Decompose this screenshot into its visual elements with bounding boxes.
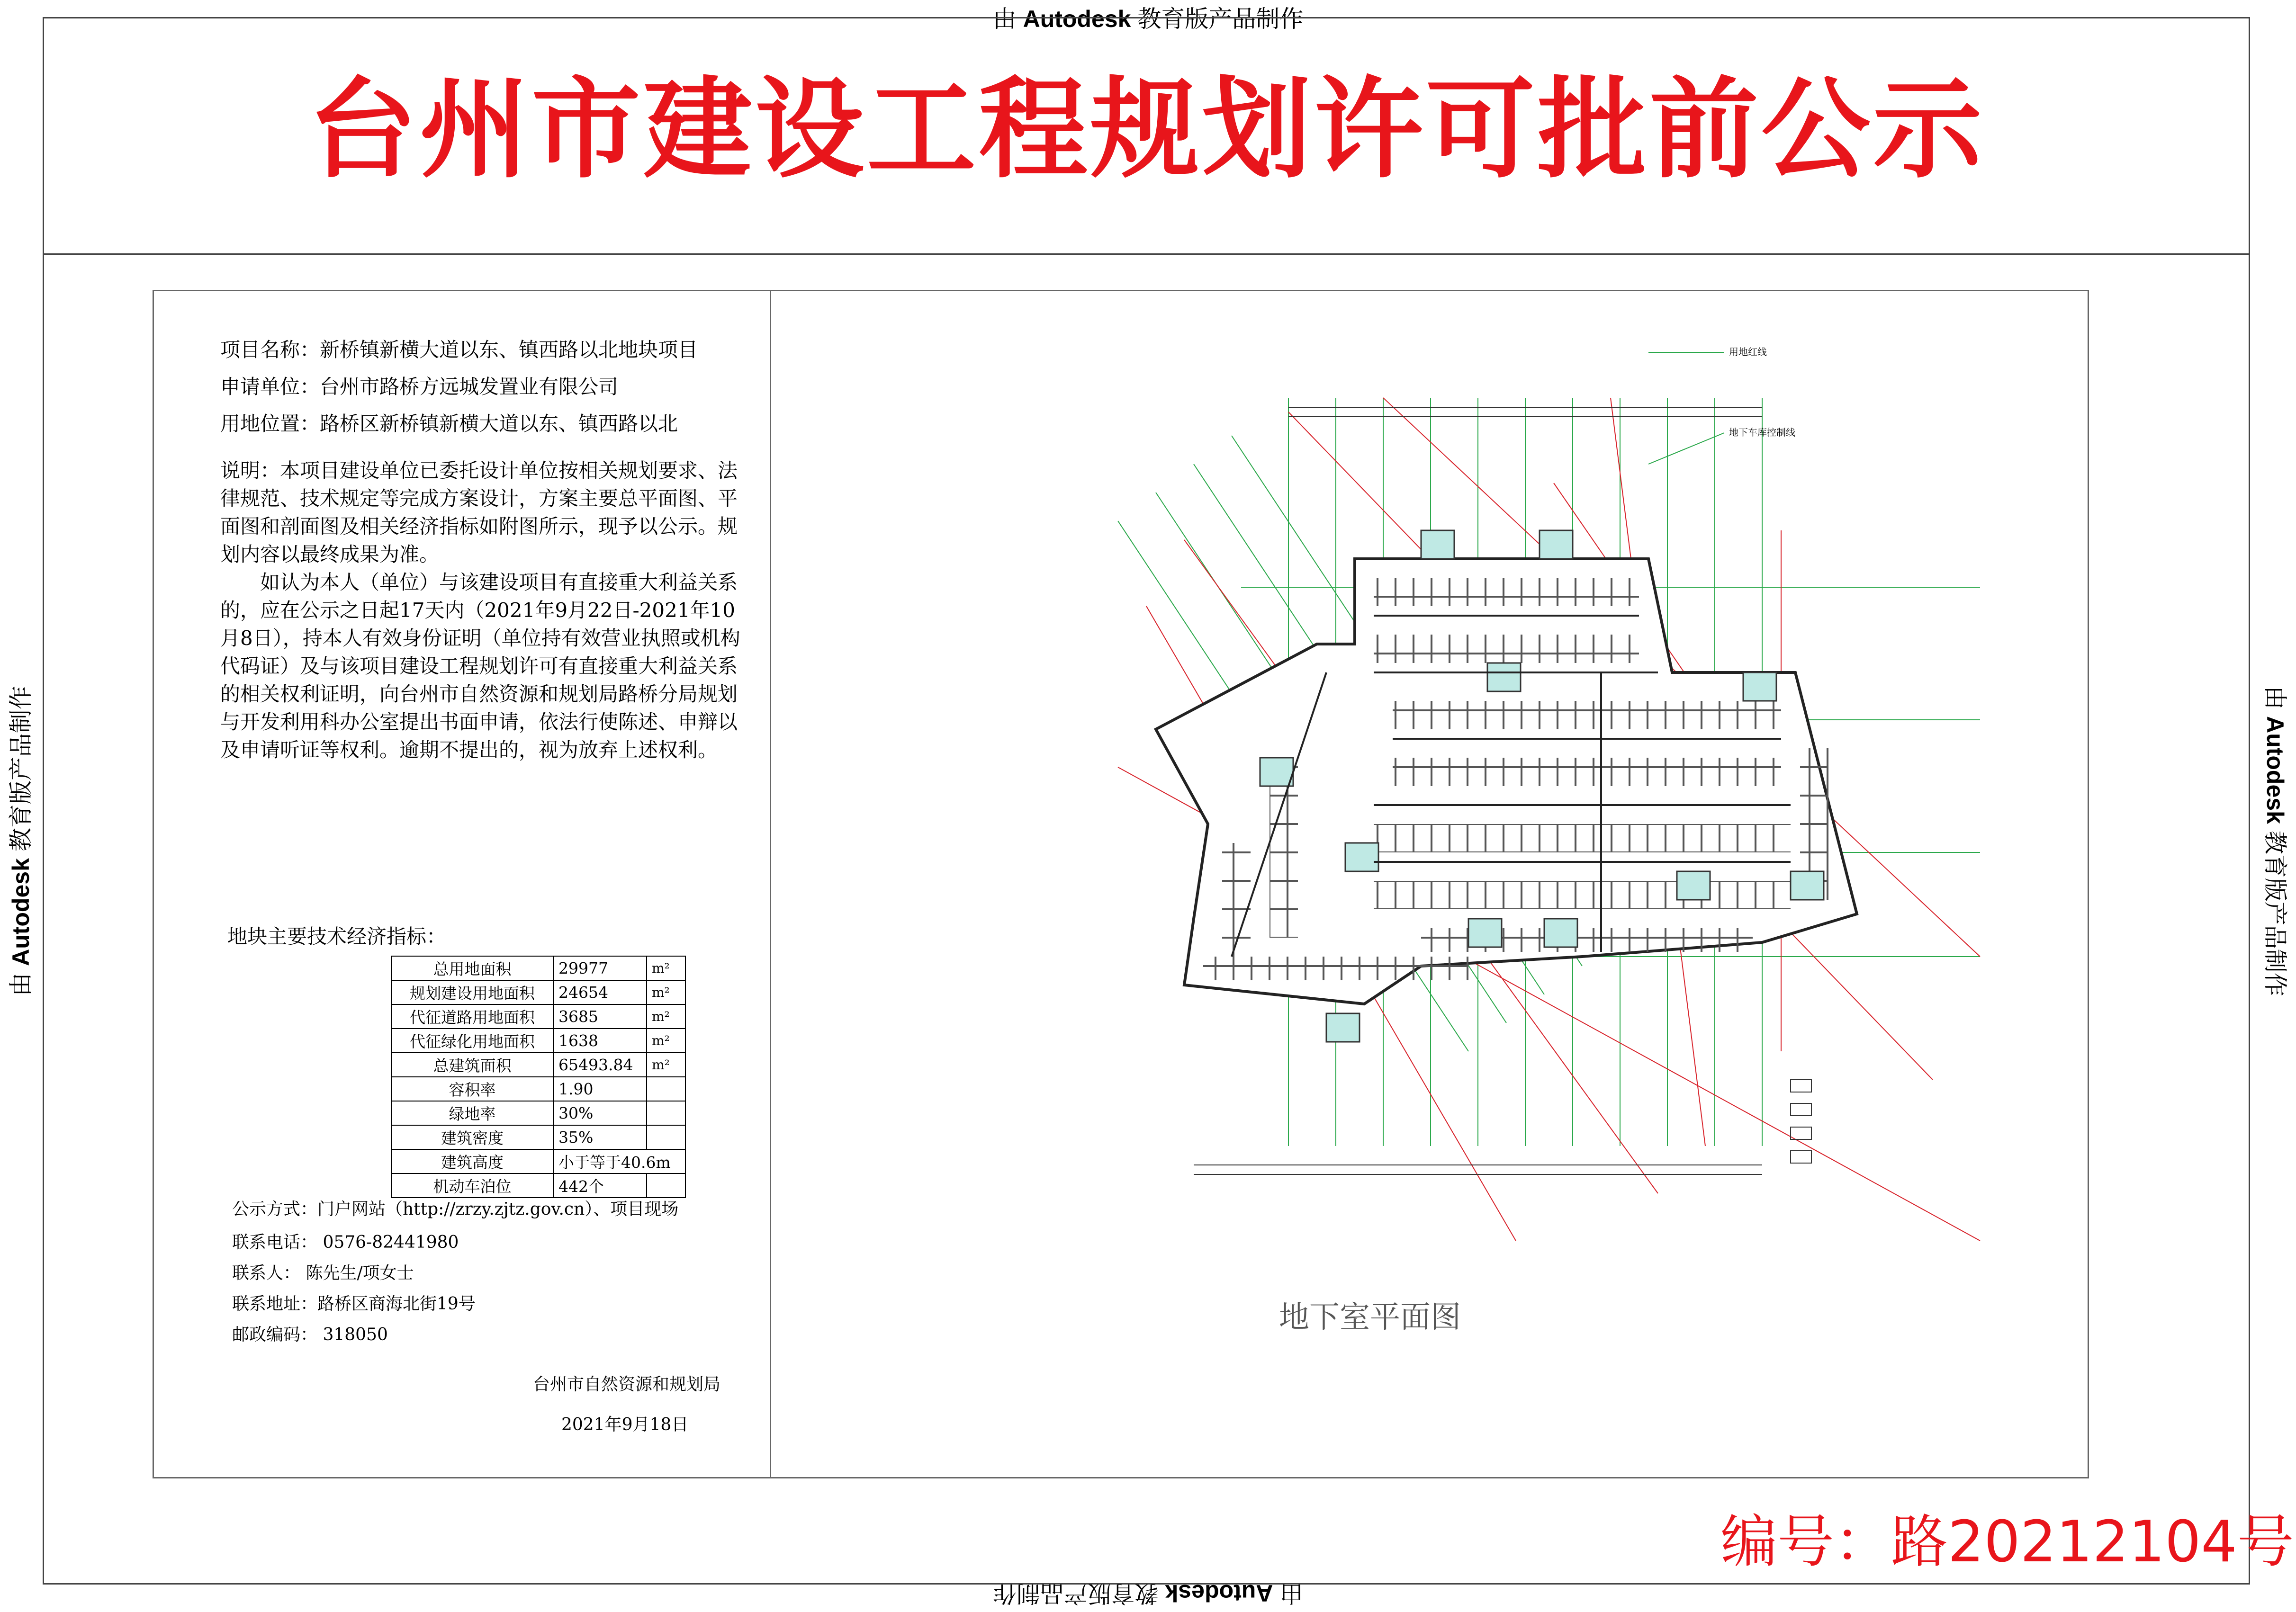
project-applicant: 申请单位：台州市路桥方远城发置业有限公司 xyxy=(220,375,619,398)
indicator-unit: m² xyxy=(647,980,685,1004)
issuer-name: 台州市自然资源和规划局 xyxy=(533,1375,721,1394)
indicator-value: 65493.84 xyxy=(553,1053,647,1077)
indicator-row xyxy=(391,1053,685,1077)
indicator-label: 规划建设用地面积 xyxy=(391,980,553,1004)
indicator-label: 总用地面积 xyxy=(391,956,553,980)
publicity-method: 公示方式：门户网站（http://zrzy.zjtz.gov.cn）、项目现场 xyxy=(232,1200,679,1219)
indicator-label: 建筑密度 xyxy=(391,1125,553,1149)
indicator-value: 1.90 xyxy=(553,1077,647,1101)
project-name: 项目名称：新桥镇新横大道以东、镇西路以北地块项目 xyxy=(220,338,698,361)
indicator-value: 442个 xyxy=(553,1173,647,1198)
indicator-label: 机动车泊位 xyxy=(391,1173,553,1198)
indicator-label: 容积率 xyxy=(391,1077,553,1101)
description-paragraph-1: 说明：本项目建设单位已委托设计单位按相关规划要求、法律规范、技术规定等完成方案设计，方案主要总平面图、平面图和剖面图及相关经济指标如附图所示，现予以公示。规划内容以最终成果为准。 xyxy=(220,459,738,566)
indicator-value: 1638 xyxy=(553,1029,647,1053)
serial-number: 编号：路20212104号 xyxy=(1720,1509,2294,1575)
indicator-unit xyxy=(647,1077,685,1101)
indicators-table xyxy=(391,956,686,1198)
indicator-value: 24654 xyxy=(553,980,647,1004)
basement-plan-drawing xyxy=(1089,341,1990,1241)
indicator-label: 代征道路用地面积 xyxy=(391,1004,553,1029)
watermark-right: 由 Autodesk 教育版产品制作 xyxy=(2262,686,2288,996)
plan-caption: 地下室平面图 xyxy=(1279,1300,1461,1335)
indicator-value: 3685 xyxy=(553,1004,647,1029)
indicator-row xyxy=(391,1101,685,1125)
indicator-row xyxy=(391,956,685,980)
page-title: 台州市建设工程规划许可批前公示 xyxy=(307,67,1985,193)
indicator-unit xyxy=(647,1173,685,1198)
title-divider xyxy=(43,253,2250,255)
contact-phone: 联系电话： 0576-82441980 xyxy=(232,1233,459,1252)
description-paragraph-2: 如认为本人（单位）与该建设项目有直接重大利益关系的，应在公示之日起17天内（2021年9月22日-2021年10月8日），持本人有效身份证明（单位持有效营业执照或机构代码证）及与该项目建设工程规划许可有直接重大利益关系的相关权利证明，向台州市自然资源和规划局路桥分局规划与开发利用科办公室提出书面申请，依法行使陈述、申辩以及申请听证等权利。逾期不提出的，视为放弃上述权利。 xyxy=(220,571,740,761)
indicator-row xyxy=(391,1173,685,1198)
indicator-value: 29977 xyxy=(553,956,647,980)
indicator-row xyxy=(391,1149,685,1173)
indicator-value: 30% xyxy=(553,1101,647,1125)
issue-date: 2021年9月18日 xyxy=(561,1415,689,1434)
indicator-unit xyxy=(647,1101,685,1125)
indicator-value: 35% xyxy=(553,1125,647,1149)
indicator-unit: m² xyxy=(647,956,685,980)
watermark-top: 由 Autodesk 教育版产品制作 xyxy=(992,6,1304,32)
indicator-row xyxy=(391,980,685,1004)
basement-control-line-label: 地下车库控制线 xyxy=(1729,427,1795,438)
indicator-value: 小于等于40.6m xyxy=(553,1149,685,1173)
indicator-label: 建筑高度 xyxy=(391,1149,553,1173)
contact-postcode: 邮政编码： 318050 xyxy=(232,1325,388,1344)
project-location: 用地位置：路桥区新桥镇新横大道以东、镇西路以北 xyxy=(220,412,678,435)
indicator-row xyxy=(391,1004,685,1029)
watermark-left: 由 Autodesk 教育版产品制作 xyxy=(8,686,34,996)
panel-divider xyxy=(770,290,771,1478)
indicator-label: 代征绿化用地面积 xyxy=(391,1029,553,1053)
indicators-title: 地块主要技术经济指标： xyxy=(227,925,447,948)
indicator-label: 绿地率 xyxy=(391,1101,553,1125)
contact-person: 联系人： 陈先生/项女士 xyxy=(232,1263,414,1283)
watermark-bottom: 由 Autodesk 教育版产品制作 xyxy=(992,1580,1304,1606)
indicator-unit: m² xyxy=(647,1053,685,1077)
indicator-unit xyxy=(647,1125,685,1149)
indicator-row xyxy=(391,1029,685,1053)
indicator-unit: m² xyxy=(647,1029,685,1053)
indicator-row xyxy=(391,1077,685,1101)
plan-legend xyxy=(1791,1080,1811,1163)
indicator-unit: m² xyxy=(647,1004,685,1029)
indicator-row xyxy=(391,1125,685,1149)
redline-label: 用地红线 xyxy=(1729,346,1767,358)
contact-address: 联系地址：路桥区商海北街19号 xyxy=(232,1294,476,1314)
indicator-label: 总建筑面积 xyxy=(391,1053,553,1077)
notice-text-column xyxy=(220,331,765,764)
